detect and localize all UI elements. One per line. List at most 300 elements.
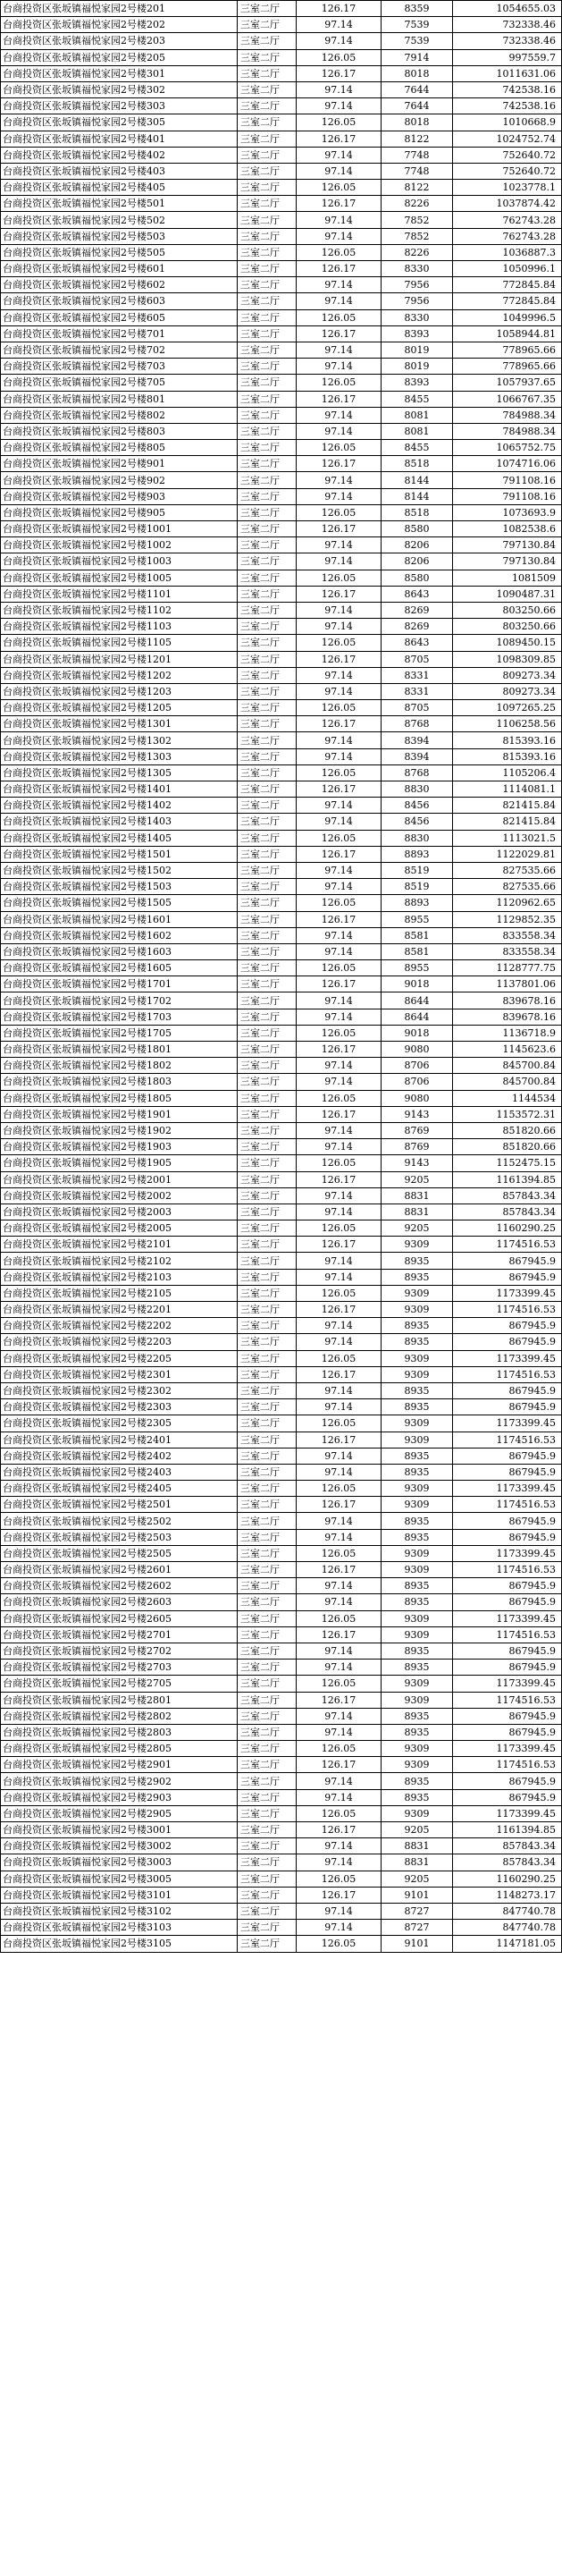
table-row bbox=[1, 748, 562, 764]
layout-cell: 三室二厅 bbox=[238, 667, 297, 683]
unit-price-cell: 8727 bbox=[382, 1903, 453, 1919]
area-cell: 97.14 bbox=[297, 488, 382, 504]
total-price-cell: 815393.16 bbox=[453, 748, 562, 764]
unit-price-cell: 8018 bbox=[382, 114, 453, 131]
unit-cell: 台商投资区张坂镇福悦家园2号楼602 bbox=[1, 277, 238, 293]
area-cell: 97.14 bbox=[297, 619, 382, 635]
unit-price-cell: 8831 bbox=[382, 1838, 453, 1854]
total-price-cell: 1147181.05 bbox=[453, 1936, 562, 1952]
unit-price-cell: 8518 bbox=[382, 456, 453, 472]
layout-cell: 三室二厅 bbox=[238, 960, 297, 976]
unit-price-cell: 8643 bbox=[382, 586, 453, 602]
total-price-cell: 847740.78 bbox=[453, 1920, 562, 1936]
table-row bbox=[1, 196, 562, 212]
layout-cell: 三室二厅 bbox=[238, 1513, 297, 1529]
layout-cell: 三室二厅 bbox=[238, 1122, 297, 1138]
table-row bbox=[1, 537, 562, 553]
total-price-cell: 1011631.06 bbox=[453, 65, 562, 81]
unit-price-cell: 8935 bbox=[382, 1382, 453, 1398]
unit-price-cell: 8935 bbox=[382, 1594, 453, 1610]
unit-cell: 台商投资区张坂镇福悦家园2号楼901 bbox=[1, 456, 238, 472]
unit-cell: 台商投资区张坂镇福悦家园2号楼2001 bbox=[1, 1171, 238, 1187]
area-cell: 97.14 bbox=[297, 1139, 382, 1155]
table-row bbox=[1, 830, 562, 846]
total-price-cell: 1174516.53 bbox=[453, 1302, 562, 1318]
total-price-cell: 867945.9 bbox=[453, 1643, 562, 1659]
total-price-cell: 827535.66 bbox=[453, 879, 562, 895]
table-row bbox=[1, 1042, 562, 1058]
table-row bbox=[1, 325, 562, 342]
area-cell: 126.17 bbox=[297, 1106, 382, 1122]
total-price-cell: 1081509 bbox=[453, 570, 562, 586]
layout-cell: 三室二厅 bbox=[238, 1204, 297, 1220]
area-cell: 97.14 bbox=[297, 1074, 382, 1090]
layout-cell: 三室二厅 bbox=[238, 1106, 297, 1122]
area-cell: 97.14 bbox=[297, 1660, 382, 1676]
table-row bbox=[1, 716, 562, 732]
unit-cell: 台商投资区张坂镇福悦家园2号楼2901 bbox=[1, 1757, 238, 1773]
unit-price-cell: 7914 bbox=[382, 49, 453, 65]
layout-cell: 三室二厅 bbox=[238, 553, 297, 570]
layout-cell: 三室二厅 bbox=[238, 423, 297, 439]
total-price-cell: 742538.16 bbox=[453, 81, 562, 97]
total-price-cell: 1173399.45 bbox=[453, 1481, 562, 1497]
unit-price-cell: 8935 bbox=[382, 1448, 453, 1464]
total-price-cell: 1098309.85 bbox=[453, 651, 562, 667]
unit-price-cell: 8581 bbox=[382, 943, 453, 959]
layout-cell: 三室二厅 bbox=[238, 927, 297, 943]
table-row bbox=[1, 1920, 562, 1936]
total-price-cell: 867945.9 bbox=[453, 1399, 562, 1415]
unit-cell: 台商投资区张坂镇福悦家园2号楼401 bbox=[1, 131, 238, 147]
table-row bbox=[1, 635, 562, 651]
unit-cell: 台商投资区张坂镇福悦家园2号楼503 bbox=[1, 228, 238, 244]
unit-price-cell: 8081 bbox=[382, 423, 453, 439]
unit-cell: 台商投资区张坂镇福悦家园2号楼1901 bbox=[1, 1106, 238, 1122]
layout-cell: 三室二厅 bbox=[238, 1187, 297, 1204]
area-cell: 97.14 bbox=[297, 1318, 382, 1334]
area-cell: 97.14 bbox=[297, 1708, 382, 1724]
layout-cell: 三室二厅 bbox=[238, 1660, 297, 1676]
unit-cell: 台商投资区张坂镇福悦家园2号楼1203 bbox=[1, 683, 238, 699]
total-price-cell: 1174516.53 bbox=[453, 1497, 562, 1513]
area-cell: 126.17 bbox=[297, 1822, 382, 1838]
unit-price-cell: 9018 bbox=[382, 976, 453, 992]
unit-price-cell: 8935 bbox=[382, 1578, 453, 1594]
layout-cell: 三室二厅 bbox=[238, 1415, 297, 1432]
unit-price-cell: 8935 bbox=[382, 1660, 453, 1676]
layout-cell: 三室二厅 bbox=[238, 814, 297, 830]
table-row bbox=[1, 1074, 562, 1090]
layout-cell: 三室二厅 bbox=[238, 163, 297, 179]
area-cell: 126.17 bbox=[297, 1887, 382, 1903]
unit-cell: 台商投资区张坂镇福悦家园2号楼3005 bbox=[1, 1871, 238, 1887]
area-cell: 126.17 bbox=[297, 586, 382, 602]
layout-cell: 三室二厅 bbox=[238, 862, 297, 878]
total-price-cell: 851820.66 bbox=[453, 1139, 562, 1155]
unit-price-cell: 8018 bbox=[382, 65, 453, 81]
area-cell: 126.17 bbox=[297, 391, 382, 407]
unit-cell: 台商投资区张坂镇福悦家园2号楼1102 bbox=[1, 602, 238, 618]
area-cell: 126.05 bbox=[297, 1871, 382, 1887]
area-cell: 126.17 bbox=[297, 1432, 382, 1448]
total-price-cell: 1173399.45 bbox=[453, 1741, 562, 1757]
table-row bbox=[1, 764, 562, 781]
unit-cell: 台商投资区张坂镇福悦家园2号楼905 bbox=[1, 504, 238, 520]
unit-cell: 台商投资区张坂镇福悦家园2号楼2602 bbox=[1, 1578, 238, 1594]
unit-price-cell: 8144 bbox=[382, 472, 453, 488]
area-cell: 126.05 bbox=[297, 960, 382, 976]
unit-cell: 台商投资区张坂镇福悦家园2号楼2003 bbox=[1, 1204, 238, 1220]
unit-price-cell: 9309 bbox=[382, 1497, 453, 1513]
total-price-cell: 809273.34 bbox=[453, 667, 562, 683]
area-cell: 97.14 bbox=[297, 1838, 382, 1854]
layout-cell: 三室二厅 bbox=[238, 1529, 297, 1545]
unit-cell: 台商投资区张坂镇福悦家园2号楼702 bbox=[1, 342, 238, 358]
layout-cell: 三室二厅 bbox=[238, 1724, 297, 1740]
total-price-cell: 1152475.15 bbox=[453, 1155, 562, 1171]
unit-cell: 台商投资区张坂镇福悦家园2号楼1805 bbox=[1, 1090, 238, 1106]
unit-cell: 台商投资区张坂镇福悦家园2号楼2202 bbox=[1, 1318, 238, 1334]
layout-cell: 三室二厅 bbox=[238, 1302, 297, 1318]
table-row bbox=[1, 602, 562, 618]
layout-cell: 三室二厅 bbox=[238, 943, 297, 959]
unit-cell: 台商投资区张坂镇福悦家园2号楼1105 bbox=[1, 635, 238, 651]
unit-cell: 台商投资区张坂镇福悦家园2号楼2702 bbox=[1, 1643, 238, 1659]
unit-price-cell: 7748 bbox=[382, 147, 453, 163]
layout-cell: 三室二厅 bbox=[238, 537, 297, 553]
table-row bbox=[1, 781, 562, 798]
table-row bbox=[1, 1529, 562, 1545]
unit-cell: 台商投资区张坂镇福悦家园2号楼2203 bbox=[1, 1334, 238, 1350]
area-cell: 97.14 bbox=[297, 147, 382, 163]
unit-price-cell: 9143 bbox=[382, 1106, 453, 1122]
table-row bbox=[1, 1757, 562, 1773]
layout-cell: 三室二厅 bbox=[238, 1366, 297, 1382]
unit-cell: 台商投资区张坂镇福悦家园2号楼2103 bbox=[1, 1269, 238, 1285]
total-price-cell: 1173399.45 bbox=[453, 1415, 562, 1432]
total-price-cell: 1144534 bbox=[453, 1090, 562, 1106]
area-cell: 126.17 bbox=[297, 131, 382, 147]
unit-price-cell: 9309 bbox=[382, 1481, 453, 1497]
area-cell: 126.17 bbox=[297, 911, 382, 927]
layout-cell: 三室二厅 bbox=[238, 732, 297, 748]
layout-cell: 三室二厅 bbox=[238, 992, 297, 1009]
unit-cell: 台商投资区张坂镇福悦家园2号楼802 bbox=[1, 407, 238, 423]
total-price-cell: 809273.34 bbox=[453, 683, 562, 699]
total-price-cell: 1174516.53 bbox=[453, 1366, 562, 1382]
area-cell: 126.05 bbox=[297, 635, 382, 651]
unit-cell: 台商投资区张坂镇福悦家园2号楼1903 bbox=[1, 1139, 238, 1155]
area-cell: 97.14 bbox=[297, 1464, 382, 1480]
table-row bbox=[1, 228, 562, 244]
total-price-cell: 867945.9 bbox=[453, 1269, 562, 1285]
layout-cell: 三室二厅 bbox=[238, 212, 297, 228]
unit-cell: 台商投资区张坂镇福悦家园2号楼902 bbox=[1, 472, 238, 488]
unit-price-cell: 9101 bbox=[382, 1936, 453, 1952]
unit-price-cell: 8393 bbox=[382, 375, 453, 391]
total-price-cell: 1160290.25 bbox=[453, 1871, 562, 1887]
total-price-cell: 821415.84 bbox=[453, 798, 562, 814]
layout-cell: 三室二厅 bbox=[238, 976, 297, 992]
unit-price-cell: 7644 bbox=[382, 98, 453, 114]
total-price-cell: 1120962.65 bbox=[453, 895, 562, 911]
table-row bbox=[1, 147, 562, 163]
table-row bbox=[1, 407, 562, 423]
unit-cell: 台商投资区张坂镇福悦家园2号楼705 bbox=[1, 375, 238, 391]
table-row bbox=[1, 619, 562, 635]
layout-cell: 三室二厅 bbox=[238, 1773, 297, 1789]
unit-price-cell: 8081 bbox=[382, 407, 453, 423]
unit-price-cell: 7539 bbox=[382, 17, 453, 33]
layout-cell: 三室二厅 bbox=[238, 293, 297, 309]
total-price-cell: 1050996.1 bbox=[453, 261, 562, 277]
unit-cell: 台商投资区张坂镇福悦家园2号楼1505 bbox=[1, 895, 238, 911]
total-price-cell: 867945.9 bbox=[453, 1513, 562, 1529]
area-cell: 97.14 bbox=[297, 17, 382, 33]
layout-cell: 三室二厅 bbox=[238, 1838, 297, 1854]
layout-cell: 三室二厅 bbox=[238, 309, 297, 325]
area-cell: 126.05 bbox=[297, 114, 382, 131]
unit-price-cell: 8019 bbox=[382, 359, 453, 375]
unit-price-cell: 8955 bbox=[382, 911, 453, 927]
total-price-cell: 732338.46 bbox=[453, 33, 562, 49]
unit-cell: 台商投资区张坂镇福悦家园2号楼502 bbox=[1, 212, 238, 228]
layout-cell: 三室二厅 bbox=[238, 1074, 297, 1090]
area-cell: 97.14 bbox=[297, 732, 382, 748]
layout-cell: 三室二厅 bbox=[238, 700, 297, 716]
unit-price-cell: 9309 bbox=[382, 1805, 453, 1821]
unit-cell: 台商投资区张坂镇福悦家园2号楼605 bbox=[1, 309, 238, 325]
area-cell: 126.05 bbox=[297, 1481, 382, 1497]
unit-price-cell: 9309 bbox=[382, 1741, 453, 1757]
layout-cell: 三室二厅 bbox=[238, 748, 297, 764]
table-row bbox=[1, 1, 562, 17]
table-row bbox=[1, 1626, 562, 1643]
layout-cell: 三室二厅 bbox=[238, 1708, 297, 1724]
area-cell: 97.14 bbox=[297, 407, 382, 423]
area-cell: 126.05 bbox=[297, 1676, 382, 1692]
table-row bbox=[1, 1220, 562, 1237]
layout-cell: 三室二厅 bbox=[238, 325, 297, 342]
unit-price-cell: 9309 bbox=[382, 1692, 453, 1708]
unit-cell: 台商投资区张坂镇福悦家园2号楼803 bbox=[1, 423, 238, 439]
unit-price-cell: 8706 bbox=[382, 1058, 453, 1074]
area-cell: 126.05 bbox=[297, 49, 382, 65]
total-price-cell: 997559.7 bbox=[453, 49, 562, 65]
unit-price-cell: 8331 bbox=[382, 667, 453, 683]
area-cell: 126.05 bbox=[297, 700, 382, 716]
unit-cell: 台商投资区张坂镇福悦家园2号楼1205 bbox=[1, 700, 238, 716]
unit-cell: 台商投资区张坂镇福悦家园2号楼1502 bbox=[1, 862, 238, 878]
unit-cell: 台商投资区张坂镇福悦家园2号楼1603 bbox=[1, 943, 238, 959]
table-row bbox=[1, 798, 562, 814]
layout-cell: 三室二厅 bbox=[238, 1025, 297, 1041]
unit-price-cell: 9205 bbox=[382, 1822, 453, 1838]
table-row bbox=[1, 1660, 562, 1676]
table-row bbox=[1, 992, 562, 1009]
unit-cell: 台商投资区张坂镇福悦家园2号楼1602 bbox=[1, 927, 238, 943]
total-price-cell: 1049996.5 bbox=[453, 309, 562, 325]
unit-price-cell: 9309 bbox=[382, 1432, 453, 1448]
layout-cell: 三室二厅 bbox=[238, 1464, 297, 1480]
area-cell: 97.14 bbox=[297, 33, 382, 49]
area-cell: 126.05 bbox=[297, 504, 382, 520]
total-price-cell: 833558.34 bbox=[453, 927, 562, 943]
area-cell: 97.14 bbox=[297, 553, 382, 570]
area-cell: 97.14 bbox=[297, 1448, 382, 1464]
unit-price-cell: 8122 bbox=[382, 180, 453, 196]
layout-cell: 三室二厅 bbox=[238, 1285, 297, 1301]
area-cell: 126.17 bbox=[297, 716, 382, 732]
area-cell: 97.14 bbox=[297, 943, 382, 959]
unit-price-cell: 8393 bbox=[382, 325, 453, 342]
unit-price-cell: 9101 bbox=[382, 1887, 453, 1903]
unit-cell: 台商投资区张坂镇福悦家园2号楼2201 bbox=[1, 1302, 238, 1318]
table-row bbox=[1, 1643, 562, 1659]
unit-cell: 台商投资区张坂镇福悦家园2号楼2905 bbox=[1, 1805, 238, 1821]
area-cell: 97.14 bbox=[297, 472, 382, 488]
unit-cell: 台商投资区张坂镇福悦家园2号楼202 bbox=[1, 17, 238, 33]
table-row bbox=[1, 1854, 562, 1871]
area-cell: 126.05 bbox=[297, 1220, 382, 1237]
layout-cell: 三室二厅 bbox=[238, 1318, 297, 1334]
total-price-cell: 821415.84 bbox=[453, 814, 562, 830]
table-row bbox=[1, 732, 562, 748]
unit-price-cell: 8518 bbox=[382, 504, 453, 520]
total-price-cell: 1066767.35 bbox=[453, 391, 562, 407]
unit-price-cell: 8935 bbox=[382, 1318, 453, 1334]
area-cell: 126.17 bbox=[297, 65, 382, 81]
table-row bbox=[1, 391, 562, 407]
unit-price-cell: 9205 bbox=[382, 1871, 453, 1887]
layout-cell: 三室二厅 bbox=[238, 244, 297, 260]
unit-cell: 台商投资区张坂镇福悦家园2号楼1501 bbox=[1, 846, 238, 862]
layout-cell: 三室二厅 bbox=[238, 33, 297, 49]
table-row bbox=[1, 1106, 562, 1122]
area-cell: 126.17 bbox=[297, 1042, 382, 1058]
total-price-cell: 847740.78 bbox=[453, 1903, 562, 1919]
area-cell: 126.05 bbox=[297, 1741, 382, 1757]
table-row bbox=[1, 65, 562, 81]
total-price-cell: 815393.16 bbox=[453, 732, 562, 748]
unit-cell: 台商投资区张坂镇福悦家园2号楼2703 bbox=[1, 1660, 238, 1676]
table-row bbox=[1, 1334, 562, 1350]
layout-cell: 三室二厅 bbox=[238, 472, 297, 488]
area-cell: 126.05 bbox=[297, 309, 382, 325]
layout-cell: 三室二厅 bbox=[238, 1350, 297, 1366]
total-price-cell: 1010668.9 bbox=[453, 114, 562, 131]
area-cell: 97.14 bbox=[297, 1903, 382, 1919]
table-row bbox=[1, 17, 562, 33]
unit-cell: 台商投资区张坂镇福悦家园2号楼601 bbox=[1, 261, 238, 277]
unit-cell: 台商投资区张坂镇福悦家园2号楼2301 bbox=[1, 1366, 238, 1382]
layout-cell: 三室二厅 bbox=[238, 570, 297, 586]
unit-cell: 台商投资区张坂镇福悦家园2号楼201 bbox=[1, 1, 238, 17]
table-row bbox=[1, 1610, 562, 1626]
unit-cell: 台商投资区张坂镇福悦家园2号楼2101 bbox=[1, 1237, 238, 1253]
layout-cell: 三室二厅 bbox=[238, 1481, 297, 1497]
unit-price-cell: 9309 bbox=[382, 1350, 453, 1366]
area-cell: 97.14 bbox=[297, 98, 382, 114]
unit-price-cell: 7539 bbox=[382, 33, 453, 49]
layout-cell: 三室二厅 bbox=[238, 1936, 297, 1952]
total-price-cell: 1161394.85 bbox=[453, 1822, 562, 1838]
unit-cell: 台商投资区张坂镇福悦家园2号楼505 bbox=[1, 244, 238, 260]
table-row bbox=[1, 1464, 562, 1480]
unit-price-cell: 8122 bbox=[382, 131, 453, 147]
layout-cell: 三室二厅 bbox=[238, 1382, 297, 1398]
unit-cell: 台商投资区张坂镇福悦家园2号楼2603 bbox=[1, 1594, 238, 1610]
layout-cell: 三室二厅 bbox=[238, 1741, 297, 1757]
unit-price-cell: 8955 bbox=[382, 960, 453, 976]
area-cell: 97.14 bbox=[297, 1204, 382, 1220]
unit-cell: 台商投资区张坂镇福悦家园2号楼2802 bbox=[1, 1708, 238, 1724]
total-price-cell: 867945.9 bbox=[453, 1448, 562, 1464]
unit-price-cell: 7852 bbox=[382, 228, 453, 244]
total-price-cell: 1136718.9 bbox=[453, 1025, 562, 1041]
unit-price-cell: 9309 bbox=[382, 1562, 453, 1578]
layout-cell: 三室二厅 bbox=[238, 359, 297, 375]
unit-price-cell: 7852 bbox=[382, 212, 453, 228]
area-cell: 97.14 bbox=[297, 683, 382, 699]
total-price-cell: 1128777.75 bbox=[453, 960, 562, 976]
layout-cell: 三室二厅 bbox=[238, 391, 297, 407]
area-cell: 97.14 bbox=[297, 1399, 382, 1415]
unit-price-cell: 8705 bbox=[382, 651, 453, 667]
total-price-cell: 752640.72 bbox=[453, 147, 562, 163]
area-cell: 126.17 bbox=[297, 1497, 382, 1513]
layout-cell: 三室二厅 bbox=[238, 440, 297, 456]
layout-cell: 三室二厅 bbox=[238, 488, 297, 504]
unit-cell: 台商投资区张坂镇福悦家园2号楼1001 bbox=[1, 521, 238, 537]
area-cell: 126.17 bbox=[297, 1, 382, 17]
area-cell: 97.14 bbox=[297, 1594, 382, 1610]
unit-price-cell: 9080 bbox=[382, 1042, 453, 1058]
unit-price-cell: 8831 bbox=[382, 1854, 453, 1871]
unit-cell: 台商投资区张坂镇福悦家园2号楼1101 bbox=[1, 586, 238, 602]
unit-price-cell: 8935 bbox=[382, 1334, 453, 1350]
total-price-cell: 742538.16 bbox=[453, 98, 562, 114]
unit-cell: 台商投资区张坂镇福悦家园2号楼2105 bbox=[1, 1285, 238, 1301]
table-row bbox=[1, 1903, 562, 1919]
total-price-cell: 1129852.35 bbox=[453, 911, 562, 927]
unit-price-cell: 8455 bbox=[382, 440, 453, 456]
unit-cell: 台商投资区张坂镇福悦家园2号楼2402 bbox=[1, 1448, 238, 1464]
total-price-cell: 857843.34 bbox=[453, 1187, 562, 1204]
unit-price-cell: 8935 bbox=[382, 1253, 453, 1269]
total-price-cell: 1082538.6 bbox=[453, 521, 562, 537]
unit-cell: 台商投资区张坂镇福悦家园2号楼1801 bbox=[1, 1042, 238, 1058]
total-price-cell: 857843.34 bbox=[453, 1838, 562, 1854]
layout-cell: 三室二厅 bbox=[238, 895, 297, 911]
unit-price-cell: 8893 bbox=[382, 846, 453, 862]
area-cell: 97.14 bbox=[297, 814, 382, 830]
area-cell: 97.14 bbox=[297, 1122, 382, 1138]
table-row bbox=[1, 586, 562, 602]
table-row bbox=[1, 375, 562, 391]
unit-cell: 台商投资区张坂镇福悦家园2号楼1302 bbox=[1, 732, 238, 748]
area-cell: 126.17 bbox=[297, 325, 382, 342]
area-cell: 126.17 bbox=[297, 1171, 382, 1187]
unit-price-cell: 8893 bbox=[382, 895, 453, 911]
area-cell: 126.17 bbox=[297, 1366, 382, 1382]
area-cell: 97.14 bbox=[297, 1724, 382, 1740]
total-price-cell: 857843.34 bbox=[453, 1854, 562, 1871]
unit-price-cell: 9309 bbox=[382, 1676, 453, 1692]
unit-price-cell: 8580 bbox=[382, 521, 453, 537]
unit-price-cell: 8935 bbox=[382, 1773, 453, 1789]
